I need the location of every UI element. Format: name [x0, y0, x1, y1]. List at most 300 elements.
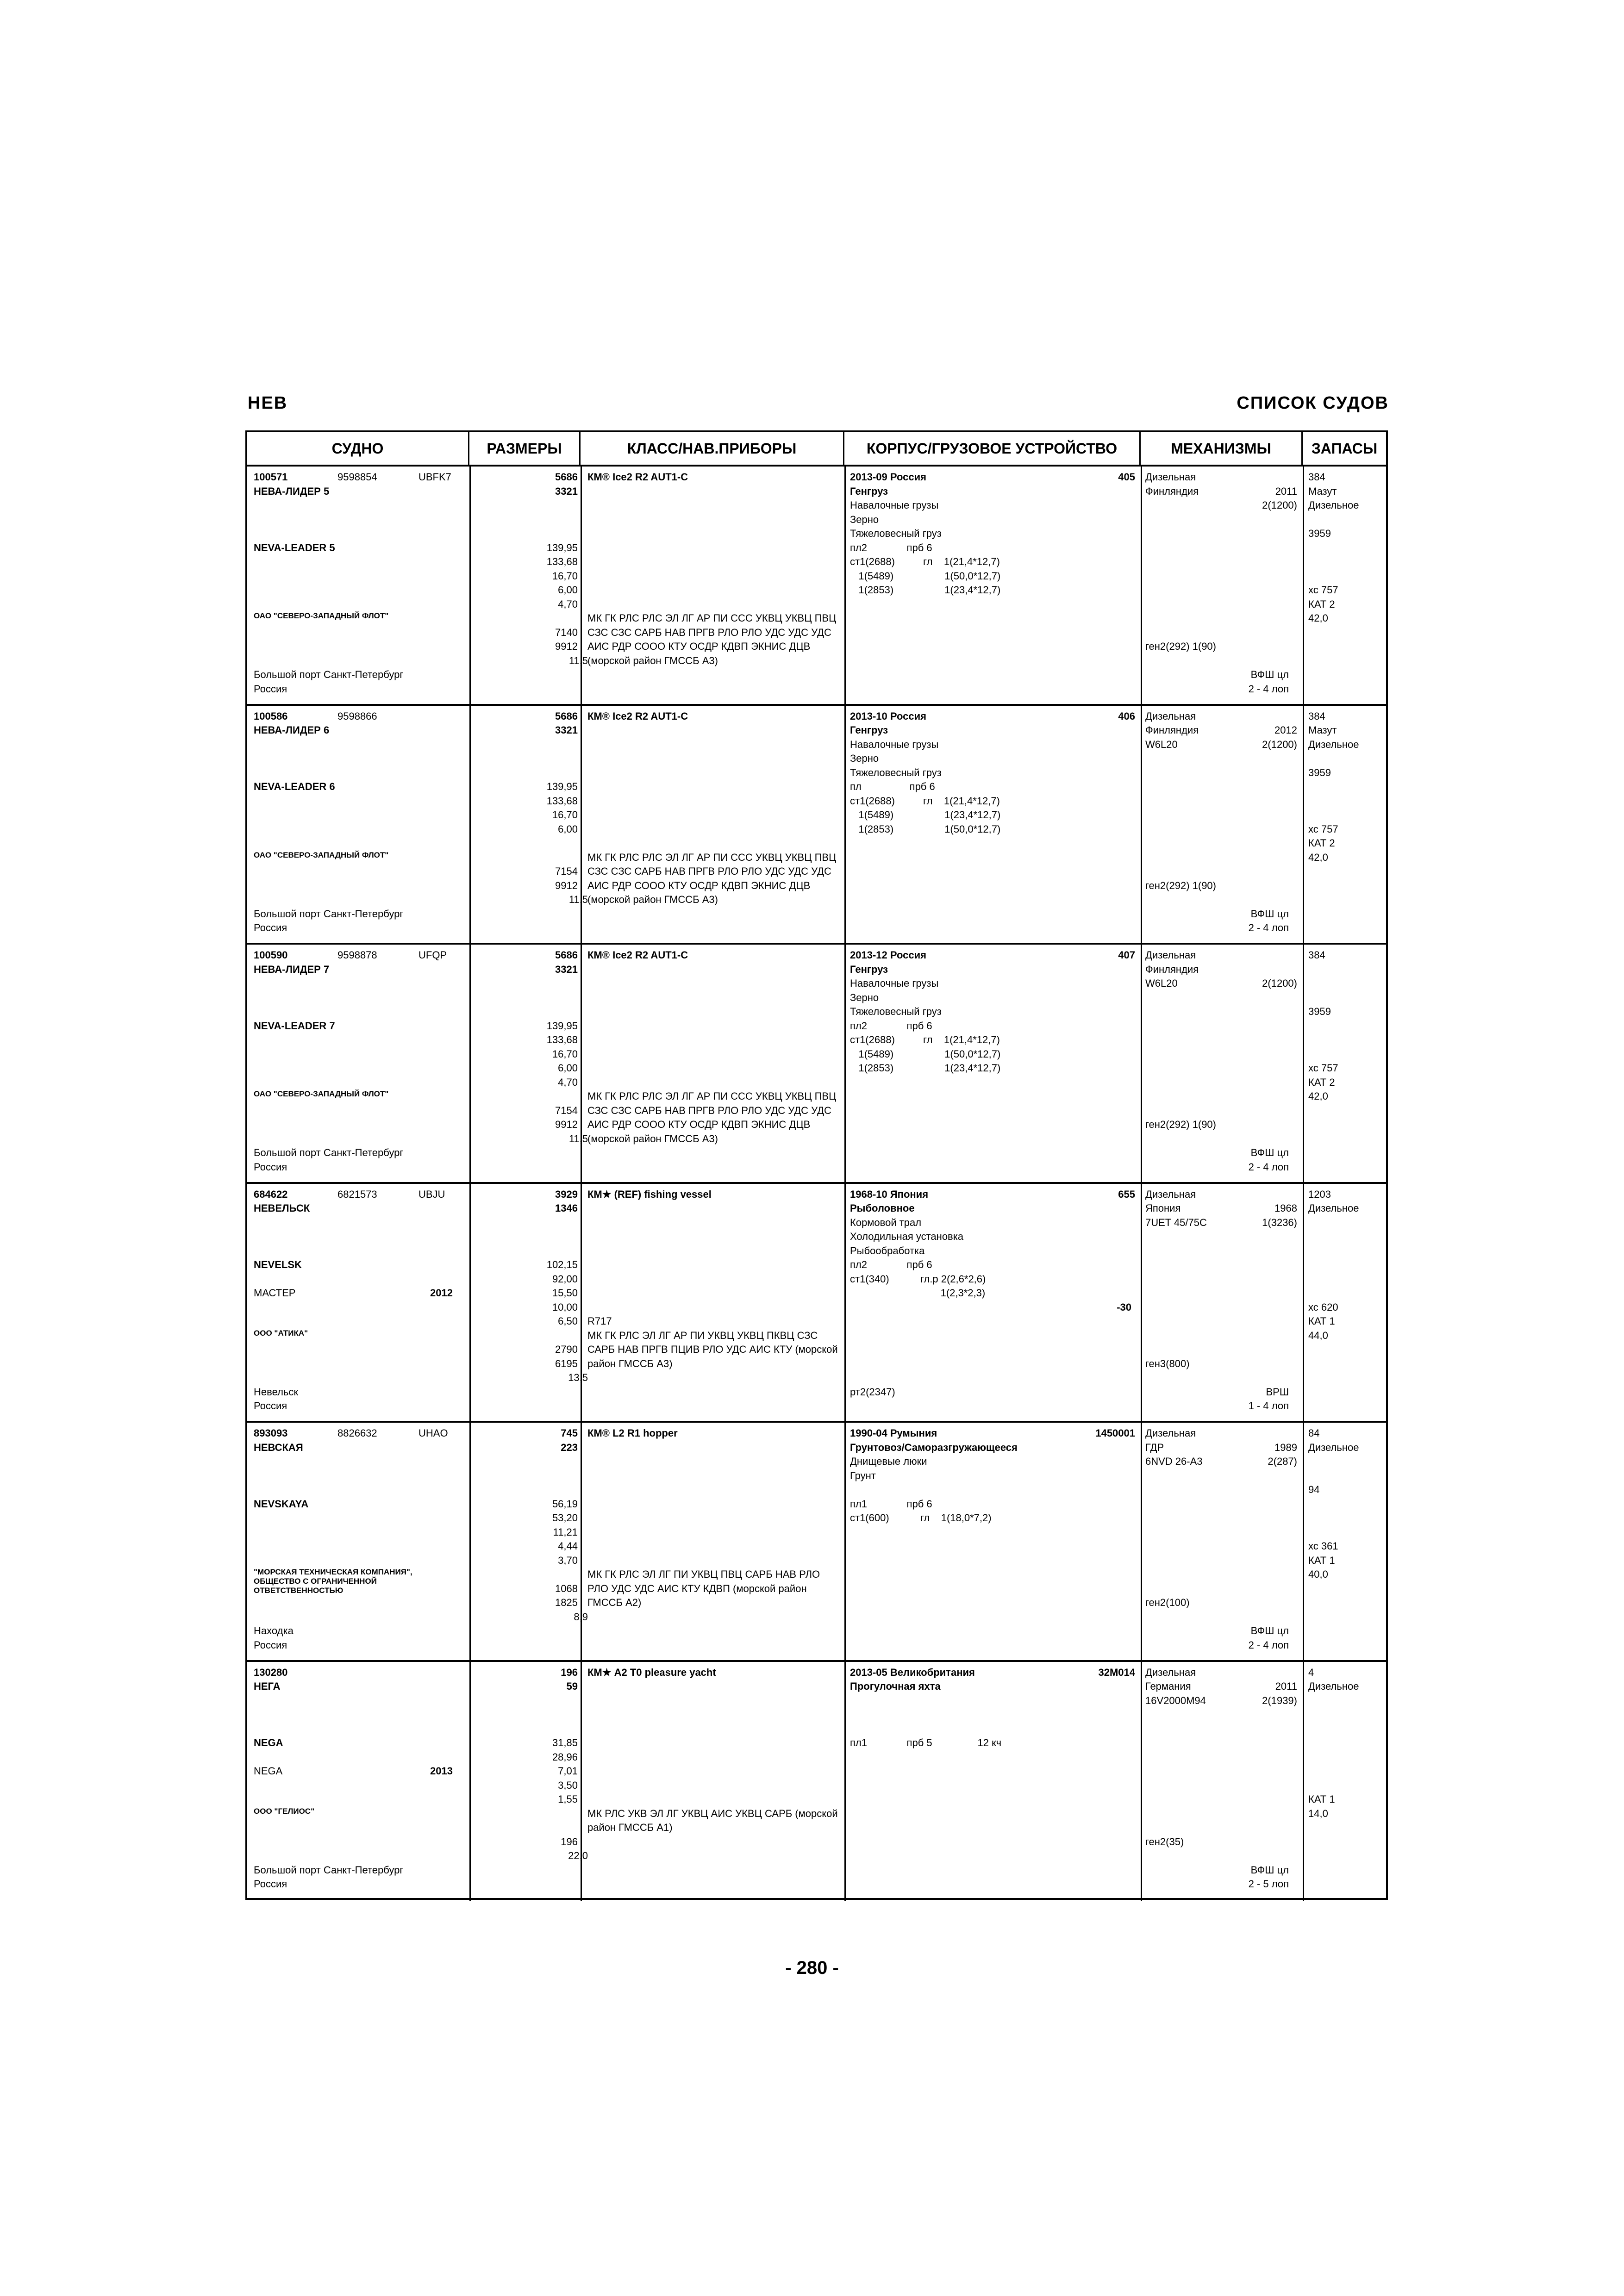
supply-value: КАТ 2	[1308, 1076, 1335, 1088]
cargo-gear: Навалочные грузы	[850, 499, 939, 511]
column-divider	[1141, 706, 1142, 943]
vessel-name: НЕГА	[254, 1680, 281, 1692]
column-divider	[844, 1662, 846, 1901]
column-divider	[469, 706, 471, 943]
cargo-gear: Зерно	[850, 753, 879, 764]
hull-data: ст1(2688) гл 1(21,4*12,7)	[850, 1034, 1000, 1045]
engine-country: Финляндия	[1145, 724, 1199, 736]
engine-year: 2011	[1275, 485, 1297, 497]
nav-equipment: МК ГК РЛС РЛС ЭЛ ЛГ АР ПИ ССС УКВЦ УКВЦ ПВЦ СЗС СЗС САРБ НАВ ПРГВ РЛО РЛО УДС УДС УДС АИС РДР СООО КТУ ОСДР КДВП ЭКНИС ДЦВ (морской район ГМССБ А3)	[587, 612, 837, 666]
column-divider	[1303, 1184, 1304, 1421]
call-sign: UBFK7	[418, 471, 451, 483]
build-date-country: 2013-05 Великобритания	[850, 1666, 975, 1678]
column-divider	[844, 706, 846, 943]
engine-power: 2(1200)	[1262, 499, 1297, 511]
speed: 13,5	[568, 1372, 588, 1383]
column-divider	[469, 1662, 471, 1901]
column-divider	[1303, 467, 1304, 704]
reg-number: 100571	[254, 471, 288, 483]
vessel-name-latin: NEVELSK	[254, 1259, 302, 1270]
port-of-registry: Невельск	[254, 1386, 298, 1398]
cargo-gear: Тяжеловесный груз	[850, 1006, 942, 1017]
supply-value: КАТ 2	[1308, 837, 1335, 849]
speed: 8,9	[574, 1611, 588, 1623]
engine-country: Финляндия	[1145, 485, 1199, 497]
column-divider	[844, 1184, 846, 1421]
nav-equipment: МК ГК РЛС ЭЛ ЛГ АР ПИ УКВЦ УКВЦ ПКВЦ СЗС САРБ НАВ ПРГВ ПЦИВ РЛО УДС АИС КТУ (морской район ГМССБ А3)	[587, 1329, 838, 1369]
propeller-blades: 2 - 5 лоп	[1248, 1878, 1289, 1890]
engine-power: 2(1939)	[1262, 1694, 1297, 1706]
cargo-gear: Кормовой трал	[850, 1216, 922, 1228]
column-divider	[1141, 1423, 1142, 1660]
table-header	[247, 432, 1386, 467]
dimension-value: 133,68	[546, 1034, 578, 1045]
ship-record	[247, 1423, 1386, 1662]
engine-country: Германия	[1145, 1680, 1191, 1692]
owner: ООО "АТИКА"	[254, 1328, 308, 1338]
cargo-gear: Тяжеловесный груз	[850, 528, 942, 539]
supply-value: хс 757	[1308, 584, 1338, 596]
gross-tonnage: 3929	[555, 1188, 578, 1200]
engine-year: 2012	[1274, 724, 1297, 736]
supply-value: 14,0	[1308, 1807, 1328, 1819]
engine-type: Дизельная	[1145, 1188, 1196, 1200]
vessel-name: НЕВЕЛЬСК	[254, 1202, 310, 1214]
vessel-name: НЕВА-ЛИДЕР 6	[254, 724, 330, 736]
ship-register-table	[245, 430, 1388, 1900]
propeller: ВФШ цл	[1250, 1625, 1289, 1636]
col-header-class: КЛАСС/НАВ.ПРИБОРЫ	[581, 432, 844, 465]
class-notation: КМ★ A2 T0 pleasure yacht	[587, 1666, 716, 1678]
propeller: ВФШ цл	[1250, 908, 1289, 920]
supply-value: КАТ 1	[1308, 1315, 1335, 1327]
dimension-value: 3,50	[558, 1779, 578, 1791]
engine-model: 7UET 45/75C	[1145, 1216, 1207, 1228]
supply-value: 1203	[1308, 1188, 1331, 1200]
column-divider	[469, 945, 471, 1182]
dimension-value: 6,00	[558, 1062, 578, 1074]
hull-data: 1(2853) 1(23,4*12,7)	[850, 584, 1001, 596]
former-name: NEGA	[254, 1765, 283, 1777]
owner: ОАО "СЕВЕРО-ЗАПАДНЫЙ ФЛОТ"	[254, 1089, 389, 1098]
displacement: 9912	[555, 641, 578, 652]
column-divider	[1303, 1662, 1304, 1901]
net-tonnage: 3321	[555, 963, 578, 975]
hull-data: ст1(340) гл.р 2(2,6*2,6)	[850, 1273, 986, 1285]
reg-number: 100590	[254, 949, 288, 961]
cargo-gear: Зерно	[850, 991, 879, 1003]
imo-number: 6821573	[337, 1188, 377, 1200]
hull-data: пл2 прб 6	[850, 1259, 932, 1270]
port-of-registry: Большой порт Санкт-Петербург	[254, 1147, 404, 1158]
col-header-dimensions: РАЗМЕРЫ	[469, 432, 581, 465]
column-divider	[1141, 1184, 1142, 1421]
net-tonnage: 1346	[555, 1202, 578, 1214]
dimension-value: 16,70	[552, 809, 578, 821]
dimension-value: 133,68	[546, 795, 578, 807]
port-of-registry: Большой порт Санкт-Петербург	[254, 1864, 404, 1876]
dimension-value: 10,00	[552, 1301, 578, 1313]
engine-year: 1968	[1274, 1202, 1297, 1214]
hull-data: пл1 прб 5 12 кч	[850, 1737, 1002, 1748]
vessel-type: Грунтовоз/Саморазгружающееся	[850, 1441, 1018, 1453]
dimension-value: 139,95	[546, 1020, 578, 1032]
vessel-name-latin: NEVA-LEADER 6	[254, 781, 335, 792]
supply-value: 384	[1308, 949, 1325, 961]
dimension-value: 6,00	[558, 584, 578, 596]
displacement: 9912	[555, 1119, 578, 1130]
engine-year: 2011	[1275, 1680, 1297, 1692]
supply-value: 3959	[1308, 766, 1331, 778]
supply-value: Дизельное	[1308, 499, 1359, 511]
hull-data: 1(5489) 1(50,0*12,7)	[850, 570, 1001, 582]
dimension-value: 31,85	[552, 1737, 578, 1748]
owner: "МОРСКАЯ ТЕХНИЧЕСКАЯ КОМПАНИЯ", ОБЩЕСТВО С ОГРАНИЧЕННОЙ ОТВЕТСТВЕННОСТЬЮ	[254, 1568, 412, 1595]
hull-data: 1(2853) 1(50,0*12,7)	[850, 823, 1001, 835]
deadweight: 7154	[555, 1104, 578, 1116]
page-number: - 280 -	[785, 1958, 839, 1978]
net-tonnage: 59	[566, 1680, 578, 1692]
col-header-machinery: МЕХАНИЗМЫ	[1141, 432, 1303, 465]
owner: ООО "ГЕЛИОС"	[254, 1806, 315, 1816]
dimension-value: 1,55	[558, 1793, 578, 1805]
deadweight: 1068	[555, 1582, 578, 1594]
supply-value: 84	[1308, 1427, 1320, 1439]
supply-value: 384	[1308, 710, 1325, 722]
supply-value: Дизельное	[1308, 1680, 1359, 1692]
column-divider	[469, 1184, 471, 1421]
hull-data: 1(5489) 1(50,0*12,7)	[850, 1048, 1001, 1060]
column-divider	[581, 706, 582, 943]
col-header-vessel: СУДНО	[247, 432, 469, 465]
build-date-country: 1968-10 Япония	[850, 1188, 929, 1200]
dimension-value: 6,50	[558, 1315, 578, 1327]
gross-tonnage: 5686	[555, 710, 578, 722]
supply-value: Дизельное	[1308, 1202, 1359, 1214]
engine-type: Дизельная	[1145, 1427, 1196, 1439]
hull-data: пл2 прб 6	[850, 541, 932, 554]
refrigerant: R717	[587, 1315, 612, 1327]
flag-country: Россия	[254, 1878, 287, 1890]
gross-tonnage: 196	[561, 1666, 578, 1678]
speed: 11,5	[568, 1132, 588, 1145]
yard-number: 1450001	[1095, 1427, 1135, 1439]
gross-tonnage: 5686	[555, 471, 578, 483]
flag-country: Россия	[254, 922, 287, 933]
reg-number: 893093	[254, 1427, 288, 1439]
supply-value: КАТ 2	[1308, 598, 1335, 610]
vessel-type: Генгруз	[850, 485, 888, 497]
speed: 11,5	[568, 894, 588, 905]
col-header-hull: КОРПУС/ГРУЗОВОЕ УСТРОЙСТВО	[844, 432, 1141, 465]
build-date-country: 1990-04 Румыния	[850, 1427, 937, 1439]
supply-value: хс 757	[1308, 1062, 1338, 1074]
reg-number: 130280	[254, 1666, 288, 1678]
deadweight: 2790	[555, 1344, 578, 1355]
dimension-value: 53,20	[552, 1512, 578, 1524]
class-notation: КМ® Ice2 R2 AUT1-C	[587, 710, 688, 722]
flag-country: Россия	[254, 1161, 287, 1173]
vessel-type: Генгруз	[850, 963, 888, 975]
deadweight: 7154	[555, 865, 578, 877]
propeller: ВРШ	[1266, 1386, 1289, 1398]
build-date-country: 2013-09 Россия	[850, 471, 926, 483]
vessel-name-latin: NEGA	[254, 1737, 283, 1748]
hull-data: ст1(2688) гл 1(21,4*12,7)	[850, 556, 1000, 567]
generators: ген2(292) 1(90)	[1145, 879, 1216, 891]
class-notation: КМ® L2 R1 hopper	[587, 1427, 678, 1439]
supply-value: 42,0	[1308, 1090, 1328, 1102]
engine-power: 2(1200)	[1262, 977, 1297, 989]
engine-country: Финляндия	[1145, 963, 1199, 975]
dimension-value: 4,70	[558, 598, 578, 610]
engine-country: Япония	[1145, 1202, 1181, 1214]
net-tonnage: 3321	[555, 724, 578, 736]
supply-value: хс 757	[1308, 823, 1338, 835]
section-code: НЕВ	[248, 393, 288, 413]
ship-record	[247, 1184, 1386, 1423]
engine-year: 1989	[1274, 1441, 1297, 1453]
generators: ген2(35)	[1145, 1836, 1184, 1848]
propeller-blades: 2 - 4 лоп	[1248, 683, 1289, 695]
column-divider	[581, 1423, 582, 1660]
displacement: 196	[561, 1836, 578, 1848]
engine-country: ГДР	[1145, 1441, 1164, 1453]
vessel-name: НЕВА-ЛИДЕР 7	[254, 963, 330, 975]
ship-record	[247, 706, 1386, 945]
imo-number: 9598878	[337, 949, 377, 961]
dimension-value: 28,96	[552, 1751, 578, 1763]
ship-record	[247, 467, 1386, 706]
speed: 22,0	[568, 1850, 588, 1861]
propeller: ВФШ цл	[1250, 669, 1289, 680]
nav-equipment: МК ГК РЛС РЛС ЭЛ ЛГ АР ПИ ССС УКВЦ УКВЦ ПВЦ СЗС СЗС САРБ НАВ ПРГВ РЛО РЛО УДС УДС УДС АИС РДР СООО КТУ ОСДР КДВП ЭКНИС ДЦВ (морской район ГМССБ А3)	[587, 851, 837, 905]
supply-value: КАТ 1	[1308, 1554, 1335, 1566]
column-divider	[1141, 945, 1142, 1182]
former-name: МАСТЕР	[254, 1287, 296, 1299]
dimension-value: 92,00	[552, 1273, 578, 1285]
port-of-registry: Большой порт Санкт-Петербург	[254, 669, 404, 680]
page-header	[245, 393, 1389, 421]
column-divider	[469, 1423, 471, 1660]
deadweight: 7140	[555, 626, 578, 638]
vessel-name: НЕВСКАЯ	[254, 1441, 303, 1453]
supply-value: 42,0	[1308, 612, 1328, 624]
cargo-gear: Навалочные грузы	[850, 977, 939, 989]
hull-data: ст1(600) гл 1(18,0*7,2)	[850, 1512, 992, 1524]
supply-value: КАТ 1	[1308, 1793, 1335, 1805]
cargo-gear: Холодильная установка	[850, 1231, 964, 1242]
class-notation: КМ® Ice2 R2 AUT1-C	[587, 949, 688, 961]
dimension-value: 15,50	[552, 1287, 578, 1299]
generators: ген2(292) 1(90)	[1145, 641, 1216, 652]
dimension-value: 4,70	[558, 1076, 578, 1088]
engine-type: Дизельная	[1145, 710, 1196, 722]
owner: ОАО "СЕВЕРО-ЗАПАДНЫЙ ФЛОТ"	[254, 611, 389, 620]
dimension-value: 139,95	[546, 781, 578, 792]
displacement: 1825	[555, 1597, 578, 1608]
flag-country: Россия	[254, 1400, 287, 1412]
column-divider	[1303, 1423, 1304, 1660]
imo-number: 9598866	[337, 710, 377, 722]
vessel-type: Прогулочная яхта	[850, 1680, 941, 1692]
dimension-value: 7,01	[558, 1765, 578, 1777]
supply-value: 44,0	[1308, 1329, 1328, 1341]
engine-type: Дизельная	[1145, 949, 1196, 961]
column-divider	[1303, 706, 1304, 943]
ship-record	[247, 1662, 1386, 1901]
port-of-registry: Находка	[254, 1625, 294, 1636]
hull-data: ст1(2688) гл 1(21,4*12,7)	[850, 795, 1000, 807]
column-divider	[1141, 467, 1142, 704]
cargo-gear: Тяжеловесный груз	[850, 766, 942, 778]
supply-value: 94	[1308, 1484, 1320, 1495]
former-name-year: 2012	[430, 1287, 453, 1299]
class-notation: КМ® Ice2 R2 AUT1-C	[587, 471, 688, 483]
imo-number: 8826632	[337, 1427, 377, 1439]
vessel-name-latin: NEVA-LEADER 5	[254, 541, 335, 554]
col-header-supplies: ЗАПАСЫ	[1311, 440, 1378, 457]
net-tonnage: 223	[561, 1441, 578, 1453]
supply-value: Мазут	[1308, 485, 1337, 497]
supply-value: Дизельное	[1308, 1441, 1359, 1453]
column-divider	[581, 945, 582, 1182]
supply-value: хс 361	[1308, 1540, 1338, 1552]
owner: ОАО "СЕВЕРО-ЗАПАДНЫЙ ФЛОТ"	[254, 850, 389, 859]
engine-type: Дизельная	[1145, 471, 1196, 483]
dimension-value: 4,44	[558, 1540, 578, 1552]
column-divider	[1141, 1662, 1142, 1901]
cargo-gear: Грунт	[850, 1469, 876, 1481]
supply-value: 42,0	[1308, 851, 1328, 863]
vessel-type: Генгруз	[850, 724, 888, 736]
reg-number: 684622	[254, 1188, 288, 1200]
supply-value: Мазут	[1308, 724, 1337, 736]
propeller: ВФШ цл	[1250, 1147, 1289, 1158]
propeller: ВФШ цл	[1250, 1864, 1289, 1876]
vessel-name: НЕВА-ЛИДЕР 5	[254, 485, 330, 497]
displacement: 6195	[555, 1357, 578, 1369]
yard-number: 32M014	[1098, 1666, 1135, 1678]
hull-data: пл прб 6	[850, 781, 935, 792]
imo-number: 9598854	[337, 471, 377, 483]
call-sign: UHAO	[418, 1427, 448, 1439]
reg-number: 100586	[254, 710, 288, 722]
supply-value: 3959	[1308, 528, 1331, 539]
ship-record	[247, 945, 1386, 1184]
column-divider	[844, 945, 846, 1182]
dimension-value: 6,00	[558, 823, 578, 835]
port-of-registry: Большой порт Санкт-Петербург	[254, 908, 404, 920]
supply-value: хс 620	[1308, 1301, 1338, 1313]
gross-tonnage: 745	[561, 1427, 578, 1439]
engine-power: 1(3236)	[1262, 1216, 1297, 1228]
propeller-blades: 1 - 4 лоп	[1248, 1400, 1289, 1412]
engine-model: W6L20	[1145, 738, 1178, 750]
dimension-value: 11,21	[553, 1526, 578, 1538]
engine-model: W6L20	[1145, 977, 1178, 989]
dimension-value: 3,70	[558, 1554, 578, 1566]
engine-power: 2(1200)	[1262, 738, 1297, 750]
propeller-blades: 2 - 4 лоп	[1248, 1639, 1289, 1651]
vessel-name-latin: NEVA-LEADER 7	[254, 1020, 335, 1032]
dimension-value: 56,19	[552, 1498, 578, 1510]
cargo-refrigeration: рт2(2347)	[850, 1386, 895, 1398]
dimension-value: 102,15	[546, 1259, 578, 1270]
supply-value: 4	[1308, 1666, 1314, 1678]
engine-power: 2(287)	[1268, 1456, 1297, 1467]
dimension-value: 16,70	[552, 1048, 578, 1060]
column-divider	[844, 467, 846, 704]
call-sign: UBJU	[418, 1188, 445, 1200]
hull-data: 1(2,3*2,3)	[850, 1287, 986, 1299]
displacement: 9912	[555, 879, 578, 891]
dimension-value: 133,68	[546, 556, 578, 567]
dimension-value: 16,70	[552, 570, 578, 582]
supply-value: 40,0	[1308, 1568, 1328, 1580]
generators: ген2(292) 1(90)	[1145, 1119, 1216, 1130]
list-title: СПИСОК СУДОВ	[1237, 393, 1389, 413]
propeller-blades: 2 - 4 лоп	[1248, 1161, 1289, 1173]
column-divider	[844, 1423, 846, 1660]
supply-value: 384	[1308, 471, 1325, 483]
cargo-gear: Зерно	[850, 513, 879, 525]
build-date-country: 2013-10 Россия	[850, 710, 926, 722]
cargo-gear: Днищевые люки	[850, 1456, 927, 1467]
column-divider	[469, 467, 471, 704]
hull-data: 1(5489) 1(23,4*12,7)	[850, 809, 1001, 821]
supply-value: Дизельное	[1308, 738, 1359, 750]
generators: ген3(800)	[1145, 1357, 1190, 1369]
former-name-year: 2013	[430, 1765, 453, 1777]
hull-data: пл2 прб 6	[850, 1020, 932, 1032]
net-tonnage: 3321	[555, 485, 578, 497]
engine-type: Дизельная	[1145, 1666, 1196, 1678]
hull-data: пл1 прб 6	[850, 1498, 932, 1510]
column-divider	[581, 1662, 582, 1901]
cargo-gear: Навалочные грузы	[850, 738, 939, 750]
ice-temp: -30	[1117, 1301, 1131, 1313]
yard-number: 407	[1118, 949, 1135, 961]
gross-tonnage: 5686	[555, 949, 578, 961]
yard-number: 655	[1118, 1188, 1135, 1200]
column-divider	[581, 1184, 582, 1421]
yard-number: 406	[1118, 710, 1135, 722]
generators: ген2(100)	[1145, 1597, 1190, 1608]
yard-number: 405	[1118, 471, 1135, 483]
nav-equipment: МК РЛС УКВ ЭЛ ЛГ УКВЦ АИС УКВЦ САРБ (морской район ГМССБ А1)	[587, 1807, 838, 1833]
class-notation: КМ★ (REF) fishing vessel	[587, 1188, 712, 1200]
propeller-blades: 2 - 4 лоп	[1248, 922, 1289, 933]
column-divider	[581, 467, 582, 704]
dimension-value: 139,95	[546, 541, 578, 554]
speed: 11,5	[568, 654, 588, 666]
call-sign: UFQP	[418, 949, 447, 961]
flag-country: Россия	[254, 1639, 287, 1651]
engine-model: 16V2000M94	[1145, 1694, 1206, 1706]
nav-equipment: МК ГК РЛС ЭЛ ЛГ ПИ УКВЦ ПВЦ САРБ НАВ РЛО РЛО УДС УДС АИС КТУ КДВП (морской район ГМССБ А2)	[587, 1568, 820, 1608]
engine-model: 6NVD 26-A3	[1145, 1456, 1203, 1467]
flag-country: Россия	[254, 683, 287, 695]
supply-value: 3959	[1308, 1006, 1331, 1017]
cargo-gear: Рыбообработка	[850, 1244, 925, 1257]
vessel-type: Рыболовное	[850, 1202, 915, 1214]
hull-data: 1(2853) 1(23,4*12,7)	[850, 1062, 1001, 1074]
build-date-country: 2013-12 Россия	[850, 949, 926, 961]
column-divider	[1303, 945, 1304, 1182]
nav-equipment: МК ГК РЛС РЛС ЭЛ ЛГ АР ПИ ССС УКВЦ УКВЦ ПВЦ СЗС СЗС САРБ НАВ ПРГВ РЛО РЛО УДС УДС УДС АИС РДР СООО КТУ ОСДР КДВП ЭКНИС ДЦВ (морской район ГМССБ А3)	[587, 1090, 837, 1145]
vessel-name-latin: NEVSKAYA	[254, 1498, 309, 1510]
